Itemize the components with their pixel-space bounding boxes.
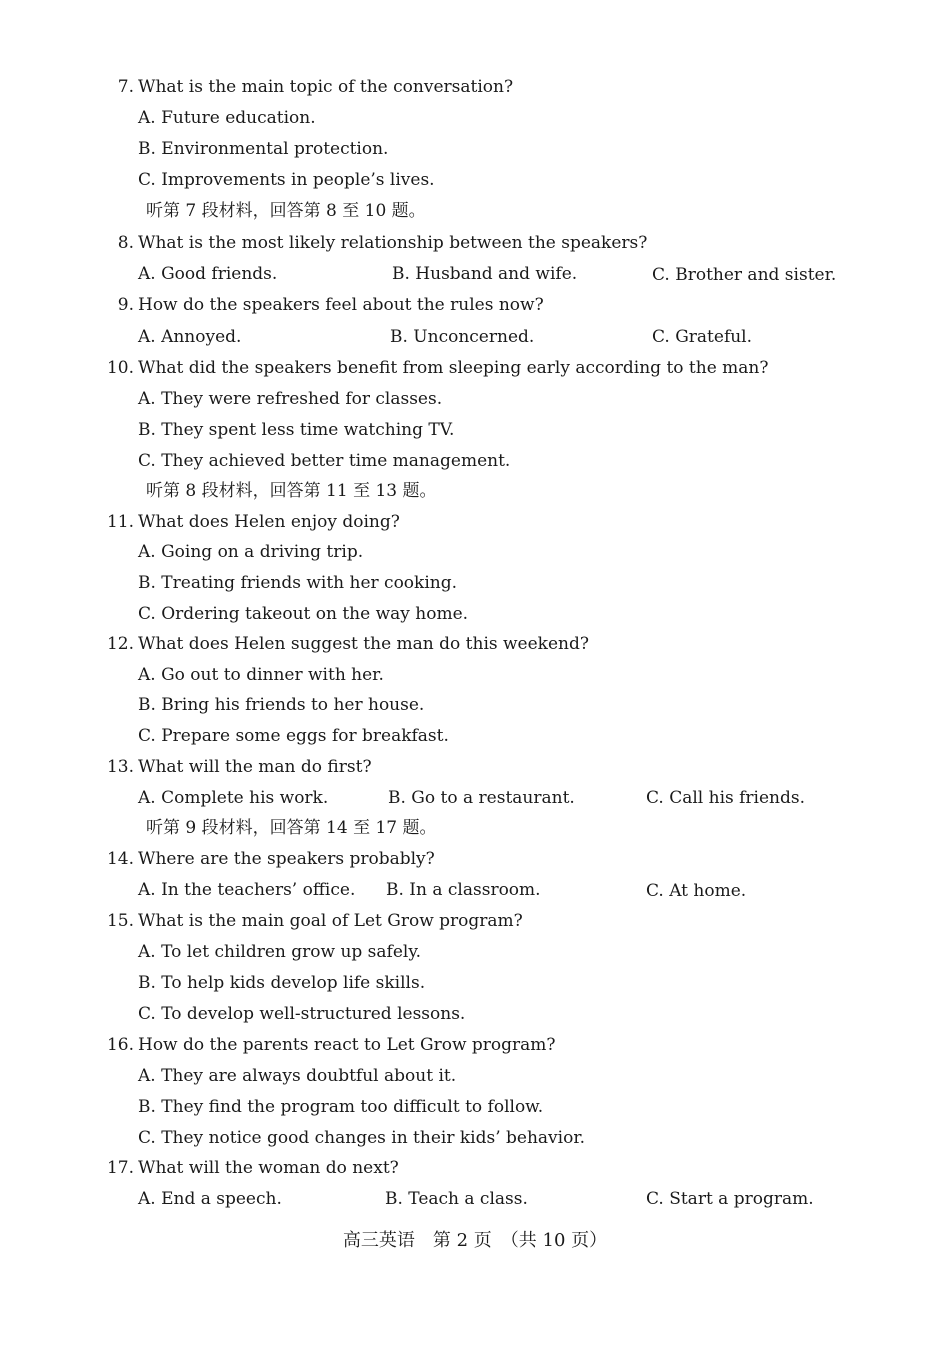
question-8 — [100, 232, 647, 254]
section-instruction-8: 听第 8 段材料，回答第 11 至 13 题。 — [146, 481, 437, 501]
page-footer: 高三英语 第 2 页 （共 10 页） — [342, 1230, 608, 1251]
question-text: What will the man do first? — [138, 757, 372, 777]
option-c: C. Grateful. — [652, 327, 753, 347]
question-13 — [100, 756, 372, 778]
option-a: A. In the teachers’ office. — [138, 880, 356, 900]
option-a: A. Go out to dinner with her. — [138, 665, 384, 685]
question-number: 17. — [106, 1158, 134, 1178]
option-a: A. Going on a driving trip. — [138, 542, 364, 562]
option-b: B. They spent less time watching TV. — [138, 420, 455, 440]
option-c: C. They notice good changes in their kids’ behavior. — [138, 1128, 585, 1148]
question-number: 15. — [106, 911, 134, 931]
question-text: Where are the speakers probably? — [138, 849, 435, 869]
option-a: A. They are always doubtful about it. — [138, 1066, 457, 1086]
option-b: B. To help kids develop life skills. — [138, 973, 426, 993]
option-c: C. At home. — [646, 881, 747, 901]
option-b: B. Go to a restaurant. — [388, 788, 575, 808]
question-text: What does Helen enjoy doing? — [138, 512, 400, 532]
question-number: 9. — [117, 295, 134, 315]
option-b: B. They find the program too difficult to follow. — [138, 1097, 544, 1117]
option-c: C. They achieved better time management. — [138, 451, 511, 471]
question-10 — [100, 357, 769, 379]
option-a: A. End a speech. — [138, 1189, 282, 1209]
option-a: A. They were refreshed for classes. — [138, 389, 443, 409]
section-instruction-9: 听第 9 段材料，回答第 14 至 17 题。 — [146, 818, 437, 838]
question-text: How do the speakers feel about the rules now? — [138, 295, 544, 315]
option-c: C. Prepare some eggs for breakfast. — [138, 726, 449, 746]
option-b: B. Unconcerned. — [390, 327, 535, 347]
question-number: 12. — [106, 634, 134, 654]
option-c: C. To develop well-structured lessons. — [138, 1004, 466, 1024]
question-text: What did the speakers benefit from sleeping early according to the man? — [138, 358, 769, 378]
question-15 — [100, 910, 523, 932]
option-b: B. Bring his friends to her house. — [138, 695, 425, 715]
option-a: A. To let children grow up safely. — [138, 942, 422, 962]
question-14 — [100, 848, 435, 870]
option-a: A. Good friends. — [138, 264, 278, 284]
question-11 — [100, 511, 400, 533]
option-b: B. In a classroom. — [386, 880, 541, 900]
option-c: C. Call his friends. — [646, 788, 806, 808]
option-a: A. Complete his work. — [138, 788, 329, 808]
option-b: B. Teach a class. — [385, 1189, 528, 1209]
question-7 — [100, 76, 513, 98]
question-12 — [100, 633, 589, 655]
option-c: C. Improvements in people’s lives. — [138, 170, 435, 190]
option-a: A. Future education. — [138, 108, 316, 128]
question-text: What does Helen suggest the man do this weekend? — [138, 634, 589, 654]
section-instruction-7: 听第 7 段材料，回答第 8 至 10 题。 — [146, 201, 426, 221]
question-number: 16. — [106, 1035, 134, 1055]
question-number: 10. — [106, 358, 134, 378]
question-text: What is the main goal of Let Grow program? — [138, 911, 523, 931]
question-number: 13. — [106, 757, 134, 777]
question-number: 7. — [117, 77, 134, 97]
question-9 — [100, 294, 544, 316]
question-text: What is the main topic of the conversation? — [138, 77, 514, 97]
question-16 — [100, 1034, 556, 1056]
question-text: How do the parents react to Let Grow program? — [138, 1035, 556, 1055]
option-a: A. Annoyed. — [138, 327, 242, 347]
question-text: What is the most likely relationship between the speakers? — [138, 233, 648, 253]
question-number: 8. — [117, 233, 134, 253]
question-number: 14. — [106, 849, 134, 869]
question-number: 11. — [106, 512, 134, 532]
option-c: C. Ordering takeout on the way home. — [138, 604, 469, 624]
question-17 — [100, 1157, 399, 1179]
option-b: B. Husband and wife. — [392, 264, 578, 284]
question-text: What will the woman do next? — [138, 1158, 399, 1178]
option-b: B. Environmental protection. — [138, 139, 389, 159]
option-b: B. Treating friends with her cooking. — [138, 573, 458, 593]
option-c: C. Brother and sister. — [652, 265, 837, 285]
option-c: C. Start a program. — [646, 1189, 814, 1209]
